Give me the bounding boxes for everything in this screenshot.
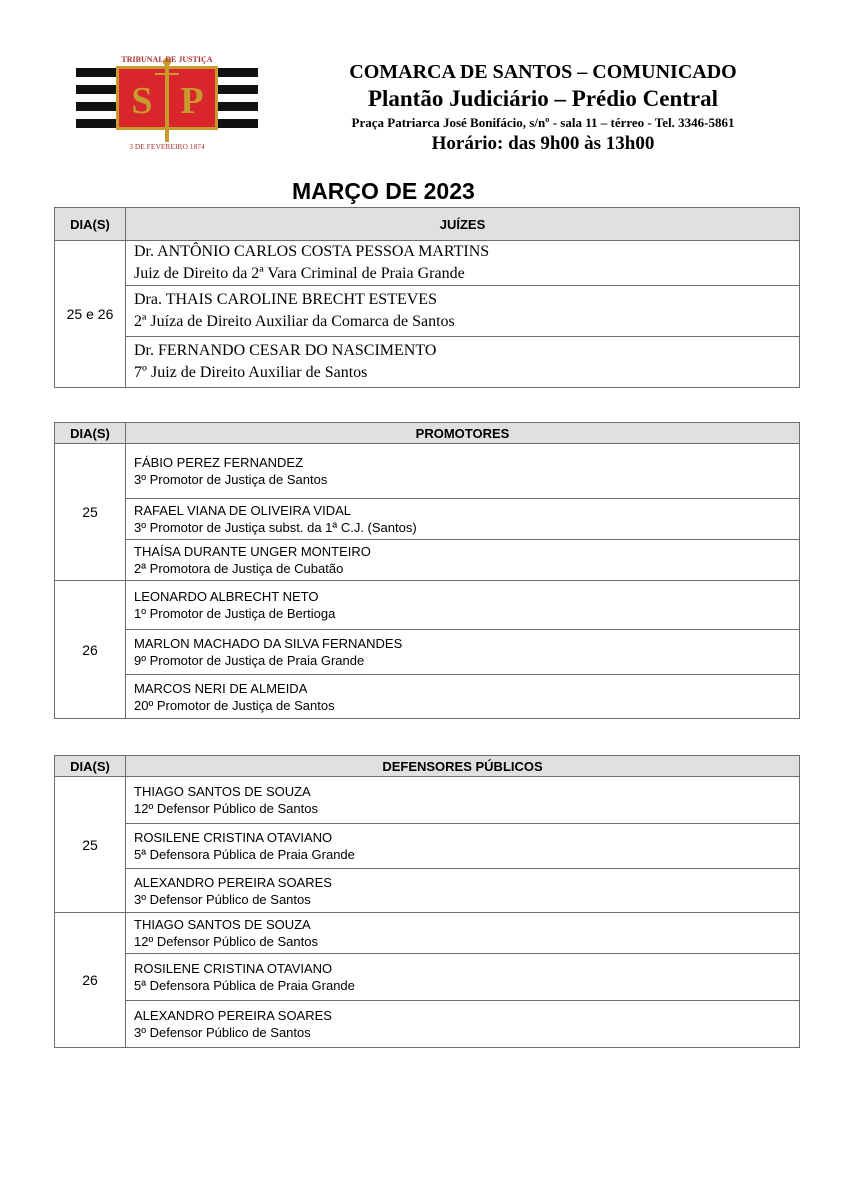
emblem-letter-s: S bbox=[131, 80, 153, 122]
person-name: Dr. FERNANDO CESAR DO NASCIMENTO bbox=[134, 342, 437, 359]
table-row bbox=[55, 1001, 800, 1048]
month-title: MARÇO DE 2023 bbox=[292, 178, 475, 204]
person-cell bbox=[126, 869, 800, 913]
header-address: Praça Patriarca José Bonifácio, s/nº - sala 11 – térreo - Tel. 3346-5861 bbox=[351, 115, 735, 130]
person-role: 5ª Defensora Pública de Praia Grande bbox=[134, 978, 355, 993]
person-role: 2ª Juíza de Direito Auxiliar da Comarca de Santos bbox=[134, 313, 455, 330]
person-role: 12º Defensor Público de Santos bbox=[134, 934, 318, 949]
table-row bbox=[55, 241, 800, 286]
table-header-row bbox=[55, 208, 800, 241]
person-cell bbox=[126, 913, 800, 954]
person-role: 7º Juiz de Direito Auxiliar de Santos bbox=[134, 364, 368, 381]
person-cell bbox=[126, 286, 800, 337]
table-row bbox=[55, 777, 800, 824]
day-cell: 25 e 26 bbox=[55, 241, 126, 388]
table-row bbox=[55, 444, 800, 499]
day-cell: 25 bbox=[55, 777, 126, 913]
person-name: THAÍSA DURANTE UNGER MONTEIRO bbox=[134, 544, 371, 559]
emblem-top-text: TRIBUNAL DE JUSTIÇA bbox=[121, 55, 213, 64]
person-name: Dra. THAIS CAROLINE BRECHT ESTEVES bbox=[134, 291, 437, 308]
person-role: 3º Defensor Público de Santos bbox=[134, 1025, 311, 1040]
table-row bbox=[55, 540, 800, 581]
day-cell: 26 bbox=[55, 913, 126, 1048]
person-cell bbox=[126, 444, 800, 499]
table-row bbox=[55, 869, 800, 913]
table-row bbox=[55, 581, 800, 630]
day-cell: 26 bbox=[55, 581, 126, 719]
person-name: ROSILENE CRISTINA OTAVIANO bbox=[134, 830, 333, 845]
table-row bbox=[55, 675, 800, 719]
person-name: ALEXANDRO PEREIRA SOARES bbox=[134, 874, 332, 890]
person-name: FÁBIO PEREZ FERNANDEZ bbox=[134, 455, 304, 470]
person-name: MARLON MACHADO DA SILVA FERNANDES bbox=[134, 636, 403, 651]
column-header-judges: JUÍZES bbox=[126, 208, 800, 241]
person-cell bbox=[126, 540, 800, 581]
table-row bbox=[55, 954, 800, 1001]
person-role: 2ª Promotora de Justiça de Cubatão bbox=[134, 561, 344, 576]
emblem-bottom-text: 3 DE FEVEREIRO 1874 bbox=[129, 142, 205, 151]
person-role: 3º Defensor Público de Santos bbox=[134, 891, 311, 907]
person-cell bbox=[126, 824, 800, 869]
table-row bbox=[55, 337, 800, 388]
person-name: THIAGO SANTOS DE SOUZA bbox=[134, 784, 311, 799]
person-name: LEONARDO ALBRECHT NETO bbox=[134, 589, 319, 604]
person-name: THIAGO SANTOS DE SOUZA bbox=[134, 917, 311, 932]
judges-table bbox=[54, 207, 800, 388]
person-cell bbox=[126, 954, 800, 1001]
person-name: MARCOS NERI DE ALMEIDA bbox=[134, 680, 308, 696]
person-cell bbox=[126, 337, 800, 388]
person-cell bbox=[126, 499, 800, 540]
table-row bbox=[55, 913, 800, 954]
column-header-prosecutors: PROMOTORES bbox=[126, 423, 800, 444]
person-role: 12º Defensor Público de Santos bbox=[134, 801, 318, 816]
person-role: 20º Promotor de Justiça de Santos bbox=[134, 697, 335, 713]
prosecutors-table bbox=[54, 422, 800, 719]
tjsp-emblem-logo bbox=[76, 52, 258, 152]
column-header-day: DIA(S) bbox=[55, 208, 126, 241]
person-name: Dr. ANTÔNIO CARLOS COSTA PESSOA MARTINS bbox=[134, 243, 490, 260]
person-cell bbox=[126, 581, 800, 630]
person-role: 1º Promotor de Justiça de Bertioga bbox=[134, 606, 336, 621]
column-header-day: DIA(S) bbox=[55, 423, 126, 444]
column-header-day: DIA(S) bbox=[55, 756, 126, 777]
table-row bbox=[55, 824, 800, 869]
public-defenders-table bbox=[54, 755, 800, 1048]
person-role: 3º Promotor de Justiça de Santos bbox=[134, 472, 328, 487]
header-hours: Horário: das 9h00 às 13h00 bbox=[431, 133, 655, 154]
person-cell bbox=[126, 1001, 800, 1048]
table-header-row bbox=[55, 756, 800, 777]
table-row bbox=[55, 286, 800, 337]
person-cell bbox=[126, 777, 800, 824]
person-name: RAFAEL VIANA DE OLIVEIRA VIDAL bbox=[134, 503, 351, 518]
day-cell: 25 bbox=[55, 444, 126, 581]
person-name: ALEXANDRO PEREIRA SOARES bbox=[134, 1008, 332, 1023]
column-header-defenders: DEFENSORES PÚBLICOS bbox=[126, 756, 800, 777]
person-cell bbox=[126, 630, 800, 675]
person-cell bbox=[126, 241, 800, 286]
header-comarca-title: COMARCA DE SANTOS – COMUNICADO bbox=[349, 61, 737, 83]
person-name: ROSILENE CRISTINA OTAVIANO bbox=[134, 961, 333, 976]
table-row bbox=[55, 630, 800, 675]
person-cell bbox=[126, 675, 800, 719]
table-header-row bbox=[55, 423, 800, 444]
person-role: 3º Promotor de Justiça subst. da 1ª C.J. (Santos) bbox=[134, 520, 417, 535]
person-role: 5ª Defensora Pública de Praia Grande bbox=[134, 847, 355, 862]
emblem-letter-p: P bbox=[180, 80, 204, 122]
person-role: Juiz de Direito da 2ª Vara Criminal de Praia Grande bbox=[134, 265, 465, 282]
person-role: 9º Promotor de Justiça de Praia Grande bbox=[134, 653, 365, 668]
header-plantao-title: Plantão Judiciário – Prédio Central bbox=[367, 86, 719, 111]
table-row bbox=[55, 499, 800, 540]
